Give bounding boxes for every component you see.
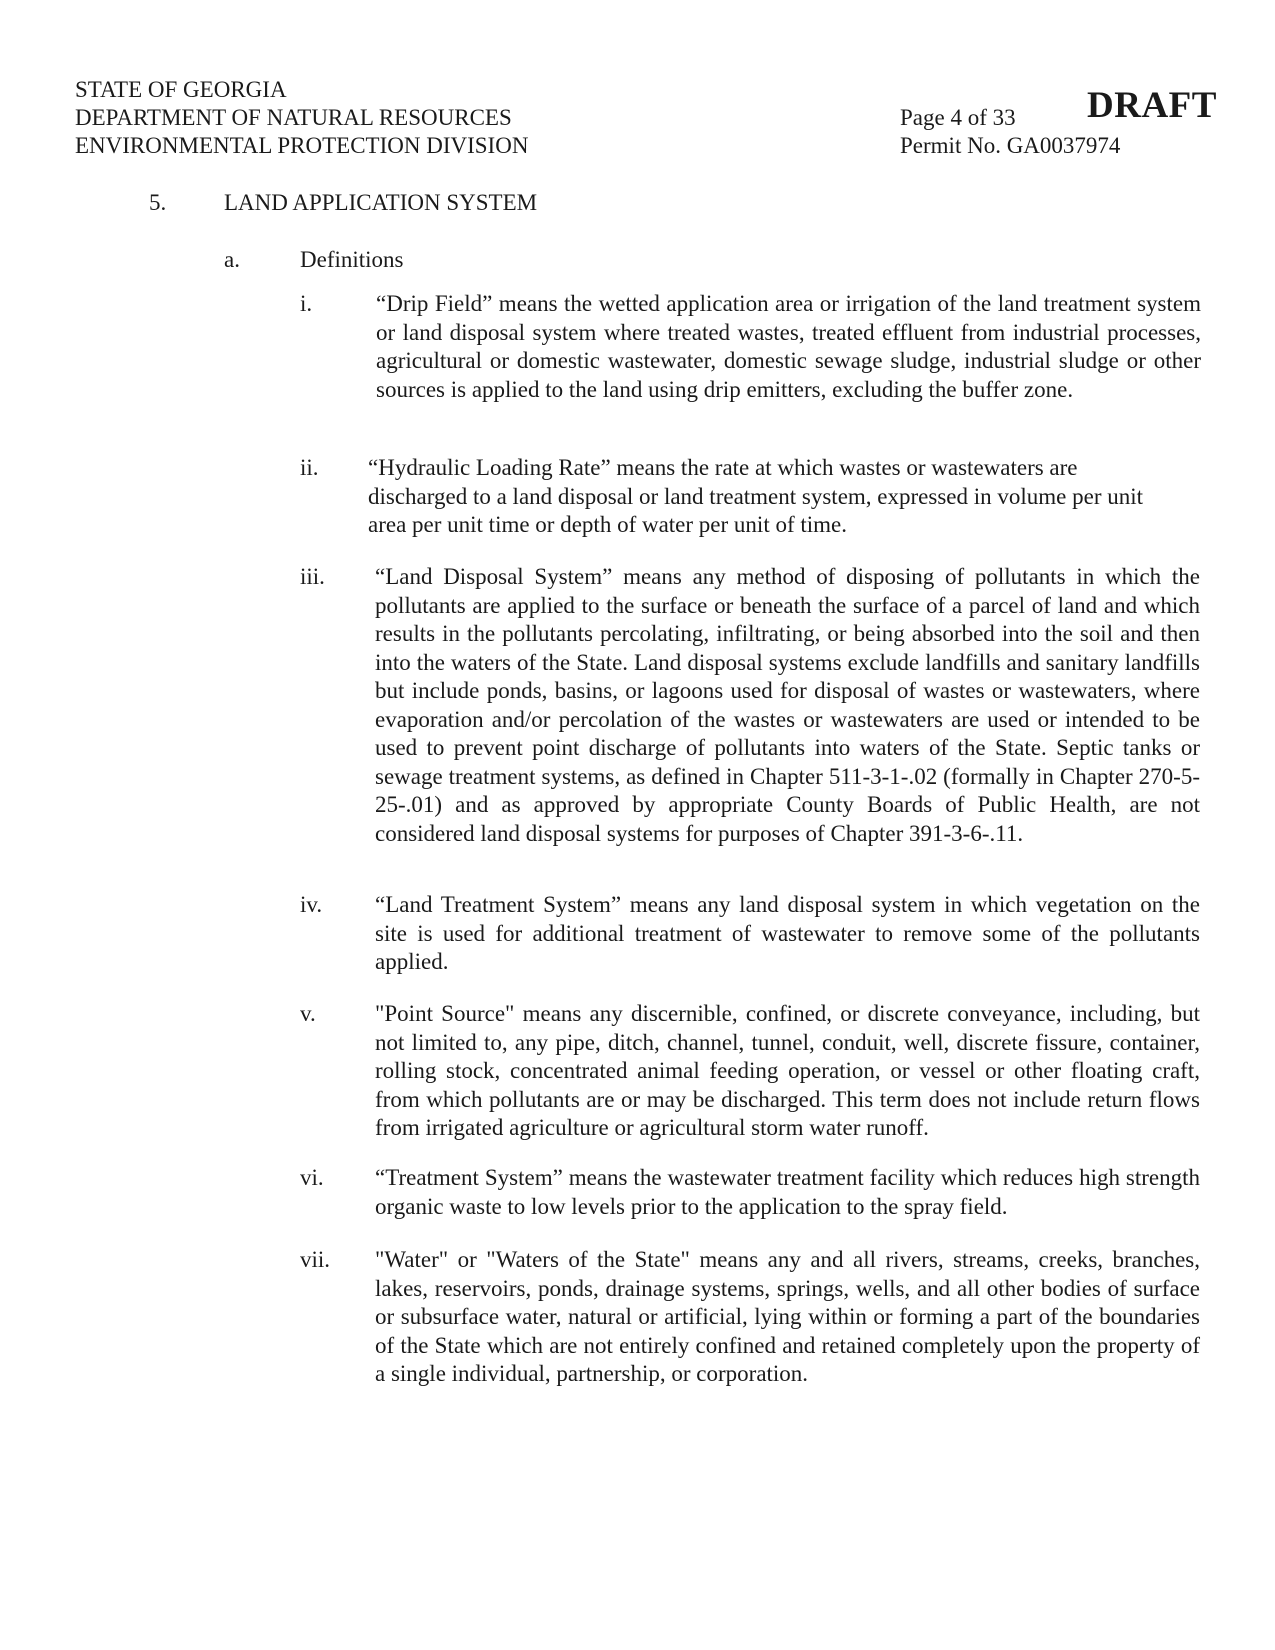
definition-text: “Treatment System” means the wastewater treatment facility which reduces high strength organic waste to low levels prior to the application to the spray field. [375, 1165, 1200, 1219]
agency-header [75, 76, 528, 160]
section-title: LAND APPLICATION SYSTEM [224, 190, 538, 215]
permit-number: Permit No. GA0037974 [900, 133, 1121, 158]
definition-text: “Land Treatment System” means any land disposal system in which vegetation on the site is used for additional treatment of wastewater to remove some of the pollutants applied. [375, 892, 1200, 974]
definition-number: vii. [300, 1247, 331, 1272]
subsection-letter: a. [224, 247, 240, 272]
definition-number: vi. [300, 1165, 324, 1190]
definition-number: iv. [300, 892, 323, 917]
definition-number: v. [300, 1001, 316, 1026]
definition-text: "Point Source" means any discernible, confined, or discrete conveyance, including, but not limited to, any pipe, ditch, channel, tunnel, conduit, well, discrete fissure, container, rolling stock, concentrated animal feeding operation, or vessel or other floating craft, from which pollutants are or may be discharged. This term does not include return flows from irrigated agriculture or agricultural storm water runoff. [375, 1001, 1200, 1140]
definition-text: "Water" or "Waters of the State" means any and all rivers, streams, creeks, branches, lakes, reservoirs, ponds, drainage systems, springs, wells, and all other bodies of surface or subsurface water, natural or artificial, lying within or forming a part of the boundaries of the State which are not entirely confined and retained completely upon the property of a single individual, partnership, or corporation. [375, 1247, 1200, 1386]
definition-number: i. [300, 291, 313, 316]
agency-line-division: ENVIRONMENTAL PROTECTION DIVISION [75, 133, 529, 158]
draft-stamp: DRAFT [1087, 85, 1217, 126]
definition-text: “Drip Field” means the wetted application area or irrigation of the land treatment system or land disposal system where treated wastes, treated effluent from industrial processes, agricultural or domestic wastewater, domestic sewage sludge, industrial sludge or other sources is applied to the land using drip emitters, excluding the buffer zone. [376, 291, 1201, 402]
page-number: Page 4 of 33 [900, 105, 1016, 130]
definition-text: “Hydraulic Loading Rate” means the rate at which wastes or wastewaters are discharged to a land disposal or land treatment system, expressed in volume per unit area per unit time or depth of water per unit of time. [368, 455, 1144, 537]
agency-line-state: STATE OF GEORGIA [75, 77, 287, 102]
definition-text: “Land Disposal System” means any method of disposing of pollutants in which the pollutants are applied to the surface or beneath the surface of a parcel of land and which results in the pollutants percolating, infiltrating, or being absorbed into the soil and then into the waters of the State. Land disposal systems exclude landfills and sanitary landfills but include ponds, basins, or lagoons used for disposal of wastes or wastewaters, where evaporation and/or percolation of the wastes or wastewaters are used or intended to be used to prevent point discharge of pollutants into waters of the State. Septic tanks or sewage treatment systems, as defined in Chapter 511-3-1-.02 (formally in Chapter 270-5-25-.01) and as approved by appropriate County Boards of Public Health, are not considered land disposal systems for purposes of Chapter 391-3-6-.11. [375, 564, 1200, 846]
subsection-title: Definitions [300, 247, 404, 272]
definition-number: iii. [300, 564, 325, 589]
section-number: 5. [149, 190, 167, 215]
definition-number: ii. [300, 455, 319, 480]
agency-line-department: DEPARTMENT OF NATURAL RESOURCES [75, 105, 512, 130]
